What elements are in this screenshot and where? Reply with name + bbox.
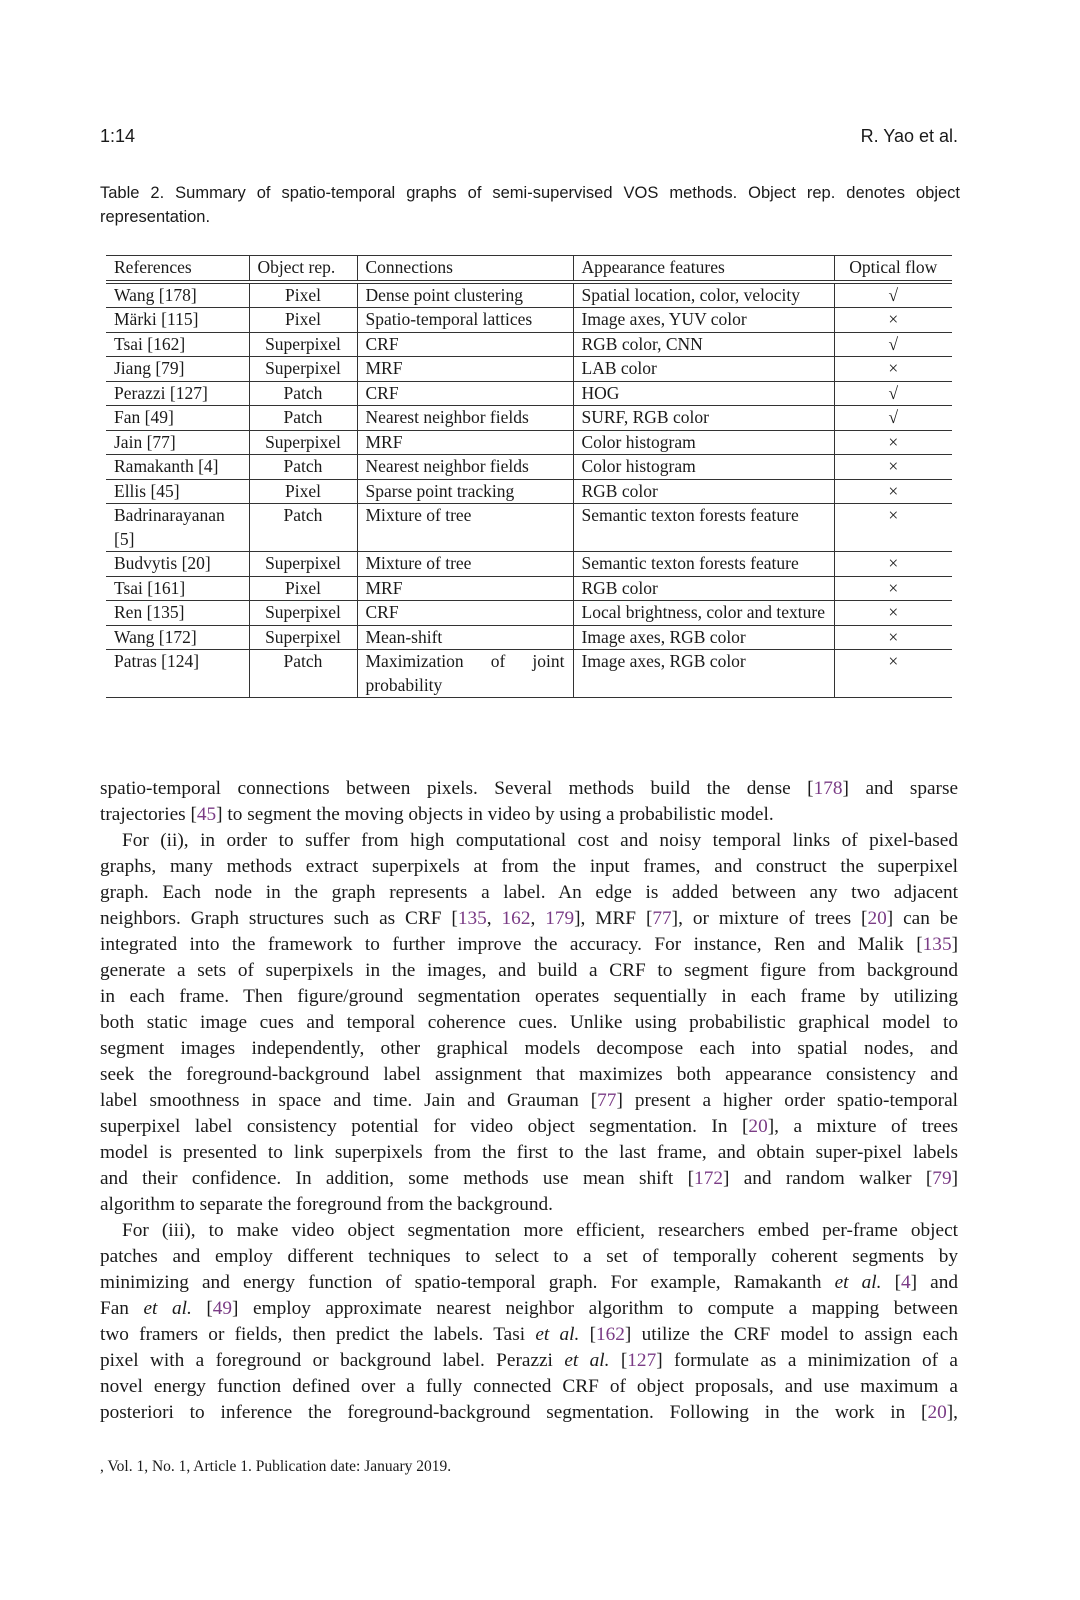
table-row: [106, 625, 952, 650]
citation-link[interactable]: 162: [501, 908, 531, 929]
appearance-cell: Spatial location, color, velocity: [573, 282, 834, 308]
reference-cell: Budvytis [20]: [106, 552, 249, 577]
text-line: graph. Each node in the graph represents a label. An edge is added between any two adjacent: [100, 882, 958, 903]
column-header: References: [106, 256, 249, 282]
reference-cell: Patras [124]: [106, 650, 249, 698]
connections-cell: MRF: [357, 430, 573, 455]
citation-link[interactable]: 77: [597, 1090, 617, 1111]
appearance-cell: Image axes, YUV color: [573, 308, 834, 333]
reference-cell: Wang [178]: [106, 282, 249, 308]
optical-flow-cell: ×: [834, 455, 952, 480]
column-header: Object rep.: [249, 256, 357, 282]
object-rep-cell: Pixel: [249, 479, 357, 504]
appearance-cell: Color histogram: [573, 430, 834, 455]
object-rep-cell: Patch: [249, 504, 357, 552]
text-line: model is presented to link superpixels from the first to the last frame, and obtain super-pixel labels: [100, 1142, 958, 1163]
text-line: For (iii), to make video object segmentation more efficient, researchers embed per-frame object: [122, 1220, 958, 1241]
reference-cell: Tsai [162]: [106, 332, 249, 357]
optical-flow-cell: ×: [834, 308, 952, 333]
text-line: seek the foreground-background label assignment that maximizes both appearance consistency and: [100, 1064, 958, 1085]
connections-cell: Dense point clustering: [357, 282, 573, 308]
citation-link[interactable]: 79: [932, 1168, 952, 1189]
appearance-cell: SURF, RGB color: [573, 406, 834, 431]
appearance-cell: HOG: [573, 381, 834, 406]
connections-cell: MRF: [357, 357, 573, 382]
text-line: trajectories [45] to segment the moving objects in video by using a probabilistic model.: [100, 804, 774, 825]
reference-cell: Wang [172]: [106, 625, 249, 650]
object-rep-cell: Patch: [249, 455, 357, 480]
object-rep-cell: Superpixel: [249, 332, 357, 357]
summary-table: [106, 255, 952, 698]
table-caption: Table 2. Summary of spatio-temporal graphs of semi-supervised VOS methods. Object rep. denotes object representation.: [100, 184, 960, 226]
reference-cell: Tsai [161]: [106, 576, 249, 601]
page-number: 1:14: [100, 126, 136, 146]
citation-link[interactable]: 162: [596, 1324, 625, 1345]
connections-cell: Maximization of joint probability: [357, 650, 573, 698]
text-line: pixel with a foreground or background label. Perazzi et al. [127] formulate as a minimization of a: [100, 1350, 958, 1371]
citation-link[interactable]: 127: [627, 1350, 657, 1371]
citation-link[interactable]: 20: [927, 1402, 947, 1423]
object-rep-cell: Pixel: [249, 308, 357, 333]
text-line: algorithm to separate the foreground from the background.: [100, 1194, 553, 1215]
text-line: in each frame. Then figure/ground segmentation operates sequentially in each frame by utilizing: [100, 986, 958, 1007]
appearance-cell: Semantic texton forests feature: [573, 552, 834, 577]
object-rep-cell: Superpixel: [249, 552, 357, 577]
table-body: [106, 282, 952, 698]
object-rep-cell: Superpixel: [249, 430, 357, 455]
appearance-cell: Color histogram: [573, 455, 834, 480]
reference-cell: Ellis [45]: [106, 479, 249, 504]
text-line: posteriori to inference the foreground-background segmentation. Following in the work in [20],: [100, 1402, 958, 1423]
optical-flow-cell: √: [834, 406, 952, 431]
citation-link[interactable]: 49: [212, 1298, 233, 1319]
text-line: Fan et al. [49] employ approximate nearest neighbor algorithm to compute a mapping between: [100, 1298, 958, 1319]
text-line: neighbors. Graph structures such as CRF [135, 162, 179], MRF [77], or mixture of trees [20] can be: [100, 908, 958, 929]
table-row: [106, 601, 952, 626]
citation-link[interactable]: 45: [196, 804, 217, 825]
reference-cell: Perazzi [127]: [106, 381, 249, 406]
table-row: [106, 650, 952, 698]
column-header: Appearance features: [573, 256, 834, 282]
table-row: [106, 455, 952, 480]
connections-cell: Mixture of tree: [357, 552, 573, 577]
table-header-row: [106, 256, 952, 282]
reference-cell: Ren [135]: [106, 601, 249, 626]
connections-cell: Mean-shift: [357, 625, 573, 650]
connections-cell: Spatio-temporal lattices: [357, 308, 573, 333]
optical-flow-cell: ×: [834, 625, 952, 650]
table-row: [106, 381, 952, 406]
table-row: [106, 332, 952, 357]
connections-cell: Sparse point tracking: [357, 479, 573, 504]
optical-flow-cell: ×: [834, 601, 952, 626]
citation-link[interactable]: 135: [922, 934, 952, 955]
text-line: segment images independently, other graphical models decompose each into spatial nodes, and: [100, 1038, 958, 1059]
text-line: integrated into the framework to further improve the accuracy. For instance, Ren and Malik [135]: [100, 934, 958, 955]
appearance-cell: Image axes, RGB color: [573, 650, 834, 698]
table-row: [106, 406, 952, 431]
optical-flow-cell: ×: [834, 576, 952, 601]
object-rep-cell: Patch: [249, 406, 357, 431]
text-line: novel energy function defined over a fully connected CRF of object proposals, and use maximum a: [100, 1376, 958, 1397]
optical-flow-cell: ×: [834, 650, 952, 698]
citation-link[interactable]: 20: [867, 908, 887, 929]
reference-cell: Jiang [79]: [106, 357, 249, 382]
object-rep-cell: Superpixel: [249, 357, 357, 382]
text-line: and their confidence. In addition, some methods use mean shift [172] and random walker [79]: [100, 1168, 958, 1189]
appearance-cell: Image axes, RGB color: [573, 625, 834, 650]
column-header: Optical flow: [834, 256, 952, 282]
text-line: both static image cues and temporal coherence cues. Unlike using probabilistic graphical model to: [100, 1012, 958, 1033]
appearance-cell: Local brightness, color and texture: [573, 601, 834, 626]
optical-flow-cell: √: [834, 282, 952, 308]
citation-link[interactable]: 179: [545, 908, 575, 929]
appearance-cell: RGB color: [573, 576, 834, 601]
connections-cell: Nearest neighbor fields: [357, 406, 573, 431]
running-head-authors: R. Yao et al.: [860, 126, 958, 146]
optical-flow-cell: ×: [834, 479, 952, 504]
citation-link[interactable]: 135: [457, 908, 487, 929]
text-line: graphs, many methods extract superpixels at from the input frames, and construct the superpixel: [100, 856, 958, 877]
optical-flow-cell: ×: [834, 430, 952, 455]
text-line: patches and employ different techniques to select to a set of temporally coherent segments by: [100, 1246, 958, 1267]
table-row: [106, 357, 952, 382]
citation-link[interactable]: 20: [748, 1116, 768, 1137]
table-row: [106, 552, 952, 577]
text-line: spatio-temporal connections between pixels. Several methods build the dense [178] and sparse: [100, 778, 959, 799]
table-row: [106, 576, 952, 601]
reference-cell: Ramakanth [4]: [106, 455, 249, 480]
appearance-cell: RGB color, CNN: [573, 332, 834, 357]
text-line: two framers or fields, then predict the labels. Tasi et al. [162] utilize the CRF model to assign each: [100, 1324, 958, 1345]
connections-cell: CRF: [357, 332, 573, 357]
object-rep-cell: Patch: [249, 381, 357, 406]
table-row: [106, 504, 952, 552]
appearance-cell: Semantic texton forests feature: [573, 504, 834, 552]
optical-flow-cell: √: [834, 332, 952, 357]
text-line: generate a sets of superpixels in the images, and build a CRF to segment figure from background: [100, 960, 958, 981]
connections-cell: Nearest neighbor fields: [357, 455, 573, 480]
object-rep-cell: Patch: [249, 650, 357, 698]
reference-cell: Badrinarayanan [5]: [106, 504, 249, 552]
table-row: [106, 308, 952, 333]
text-line: For (ii), in order to suffer from high computational cost and noisy temporal links of pixel-based: [122, 830, 958, 851]
object-rep-cell: Superpixel: [249, 601, 357, 626]
citation-link[interactable]: 178: [813, 778, 843, 799]
connections-cell: CRF: [357, 381, 573, 406]
connections-cell: CRF: [357, 601, 573, 626]
optical-flow-cell: ×: [834, 357, 952, 382]
table-row: [106, 479, 952, 504]
text-line: superpixel label consistency potential for video object segmentation. In [20], a mixture of trees: [100, 1116, 959, 1137]
citation-link[interactable]: 172: [694, 1168, 723, 1189]
table-row: [106, 282, 952, 308]
optical-flow-cell: ×: [834, 552, 952, 577]
connections-cell: MRF: [357, 576, 573, 601]
connections-cell: Mixture of tree: [357, 504, 573, 552]
text-line: minimizing and energy function of spatio-temporal graph. For example, Ramakanth et al. [4] and: [100, 1272, 958, 1293]
appearance-cell: LAB color: [573, 357, 834, 382]
appearance-cell: RGB color: [573, 479, 834, 504]
reference-cell: Märki [115]: [106, 308, 249, 333]
reference-cell: Fan [49]: [106, 406, 249, 431]
object-rep-cell: Pixel: [249, 576, 357, 601]
object-rep-cell: Pixel: [249, 282, 357, 308]
text-line: label smoothness in space and time. Jain and Grauman [77] present a higher order spatio-temporal: [100, 1090, 958, 1111]
optical-flow-cell: √: [834, 381, 952, 406]
optical-flow-cell: ×: [834, 504, 952, 552]
object-rep-cell: Superpixel: [249, 625, 357, 650]
column-header: Connections: [357, 256, 573, 282]
reference-cell: Jain [77]: [106, 430, 249, 455]
table-row: [106, 430, 952, 455]
citation-link[interactable]: 4: [901, 1272, 911, 1293]
citation-link[interactable]: 77: [652, 908, 672, 929]
footer: , Vol. 1, No. 1, Article 1. Publication date: January 2019.: [100, 1458, 452, 1475]
